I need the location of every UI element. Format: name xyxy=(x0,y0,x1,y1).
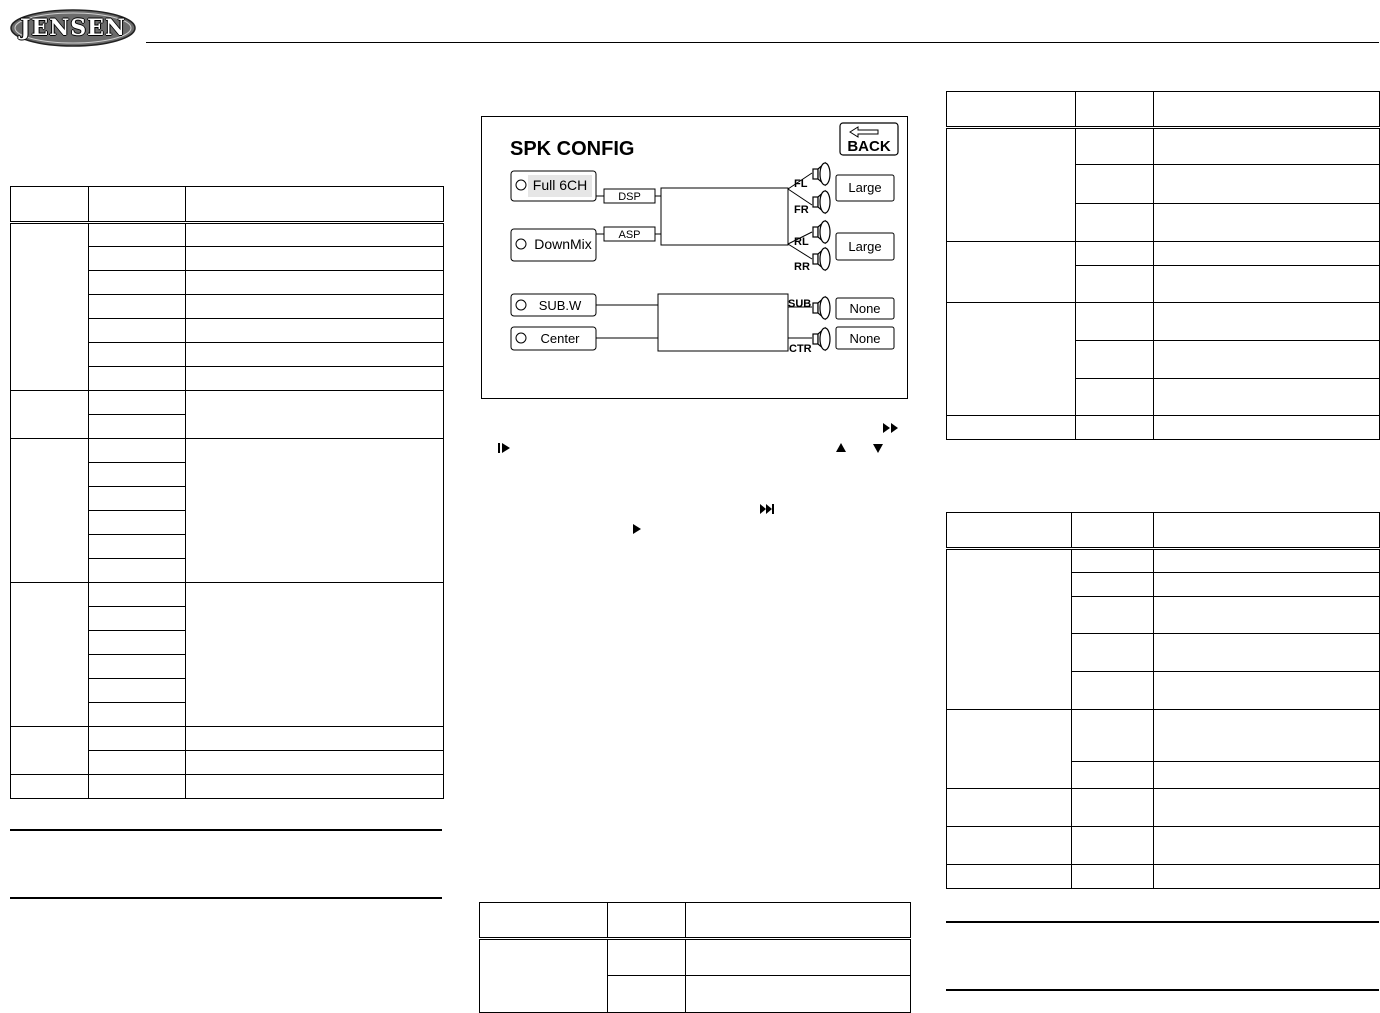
channel-label-sub: SUB xyxy=(788,298,812,310)
rear-size-button[interactable] xyxy=(836,233,894,260)
middle-table xyxy=(479,902,911,1013)
left-note-rule-bottom xyxy=(10,897,442,899)
speaker-icon xyxy=(813,221,830,243)
channel-label-rl: RL xyxy=(794,236,809,248)
speaker-icon xyxy=(813,163,830,185)
svg-text:Large: Large xyxy=(848,239,882,254)
right-top-table xyxy=(946,91,1380,440)
jensen-logo xyxy=(9,8,137,48)
channel-label-rr: RR xyxy=(794,261,810,273)
mode-button-sub-w[interactable] xyxy=(511,294,596,316)
right-bottom-table xyxy=(946,512,1380,889)
radio-icon xyxy=(516,333,526,343)
channel-label-fr: FR xyxy=(794,204,809,216)
right-note-rule-top xyxy=(946,921,1379,923)
channel-label-fl: FL xyxy=(794,178,808,190)
mode-button-downmix[interactable] xyxy=(511,229,596,261)
left-table xyxy=(10,186,444,799)
svg-text:DownMix: DownMix xyxy=(534,236,592,252)
svg-text:None: None xyxy=(849,301,881,316)
channel-label-ctr: CTR xyxy=(789,343,812,355)
center-size-button[interactable] xyxy=(836,327,894,349)
speaker-icon xyxy=(813,248,830,270)
speaker-icon xyxy=(813,297,830,319)
svg-text:Full 6CH: Full 6CH xyxy=(532,177,588,193)
svg-text:None: None xyxy=(849,331,881,346)
sub-size-button[interactable] xyxy=(836,298,894,319)
down-arrow-icon xyxy=(871,441,885,455)
front-rear-block xyxy=(661,188,788,245)
play-icon xyxy=(630,522,644,536)
left-note-rule-top xyxy=(10,829,442,831)
svg-text:BACK: BACK xyxy=(847,138,891,155)
fast-forward-icon xyxy=(881,421,901,435)
svg-text:Large: Large xyxy=(848,180,882,195)
sub-center-block xyxy=(658,294,788,351)
mode-button-center[interactable] xyxy=(511,327,596,350)
back-button[interactable] xyxy=(840,123,898,155)
radio-icon xyxy=(516,300,526,310)
radio-icon xyxy=(516,239,526,249)
asp-label: ASP xyxy=(618,229,641,241)
svg-text:SUB.W: SUB.W xyxy=(538,298,582,313)
front-size-button[interactable] xyxy=(836,175,894,201)
screen-title: SPK CONFIG xyxy=(510,138,635,160)
step-play-icon xyxy=(497,441,513,455)
brand-name: JENSEN xyxy=(19,15,127,41)
mode-button-full-6ch[interactable] xyxy=(511,171,596,201)
svg-text:Center: Center xyxy=(540,331,580,346)
right-note-rule-bottom xyxy=(946,989,1379,991)
dsp-label: DSP xyxy=(618,191,641,203)
speaker-icon xyxy=(813,191,830,213)
speaker-icon xyxy=(813,328,830,350)
skip-next-icon xyxy=(759,502,777,516)
spk-config-screen xyxy=(481,116,908,399)
header-rule xyxy=(146,42,1379,43)
up-arrow-icon xyxy=(834,441,848,455)
radio-icon xyxy=(516,180,526,190)
